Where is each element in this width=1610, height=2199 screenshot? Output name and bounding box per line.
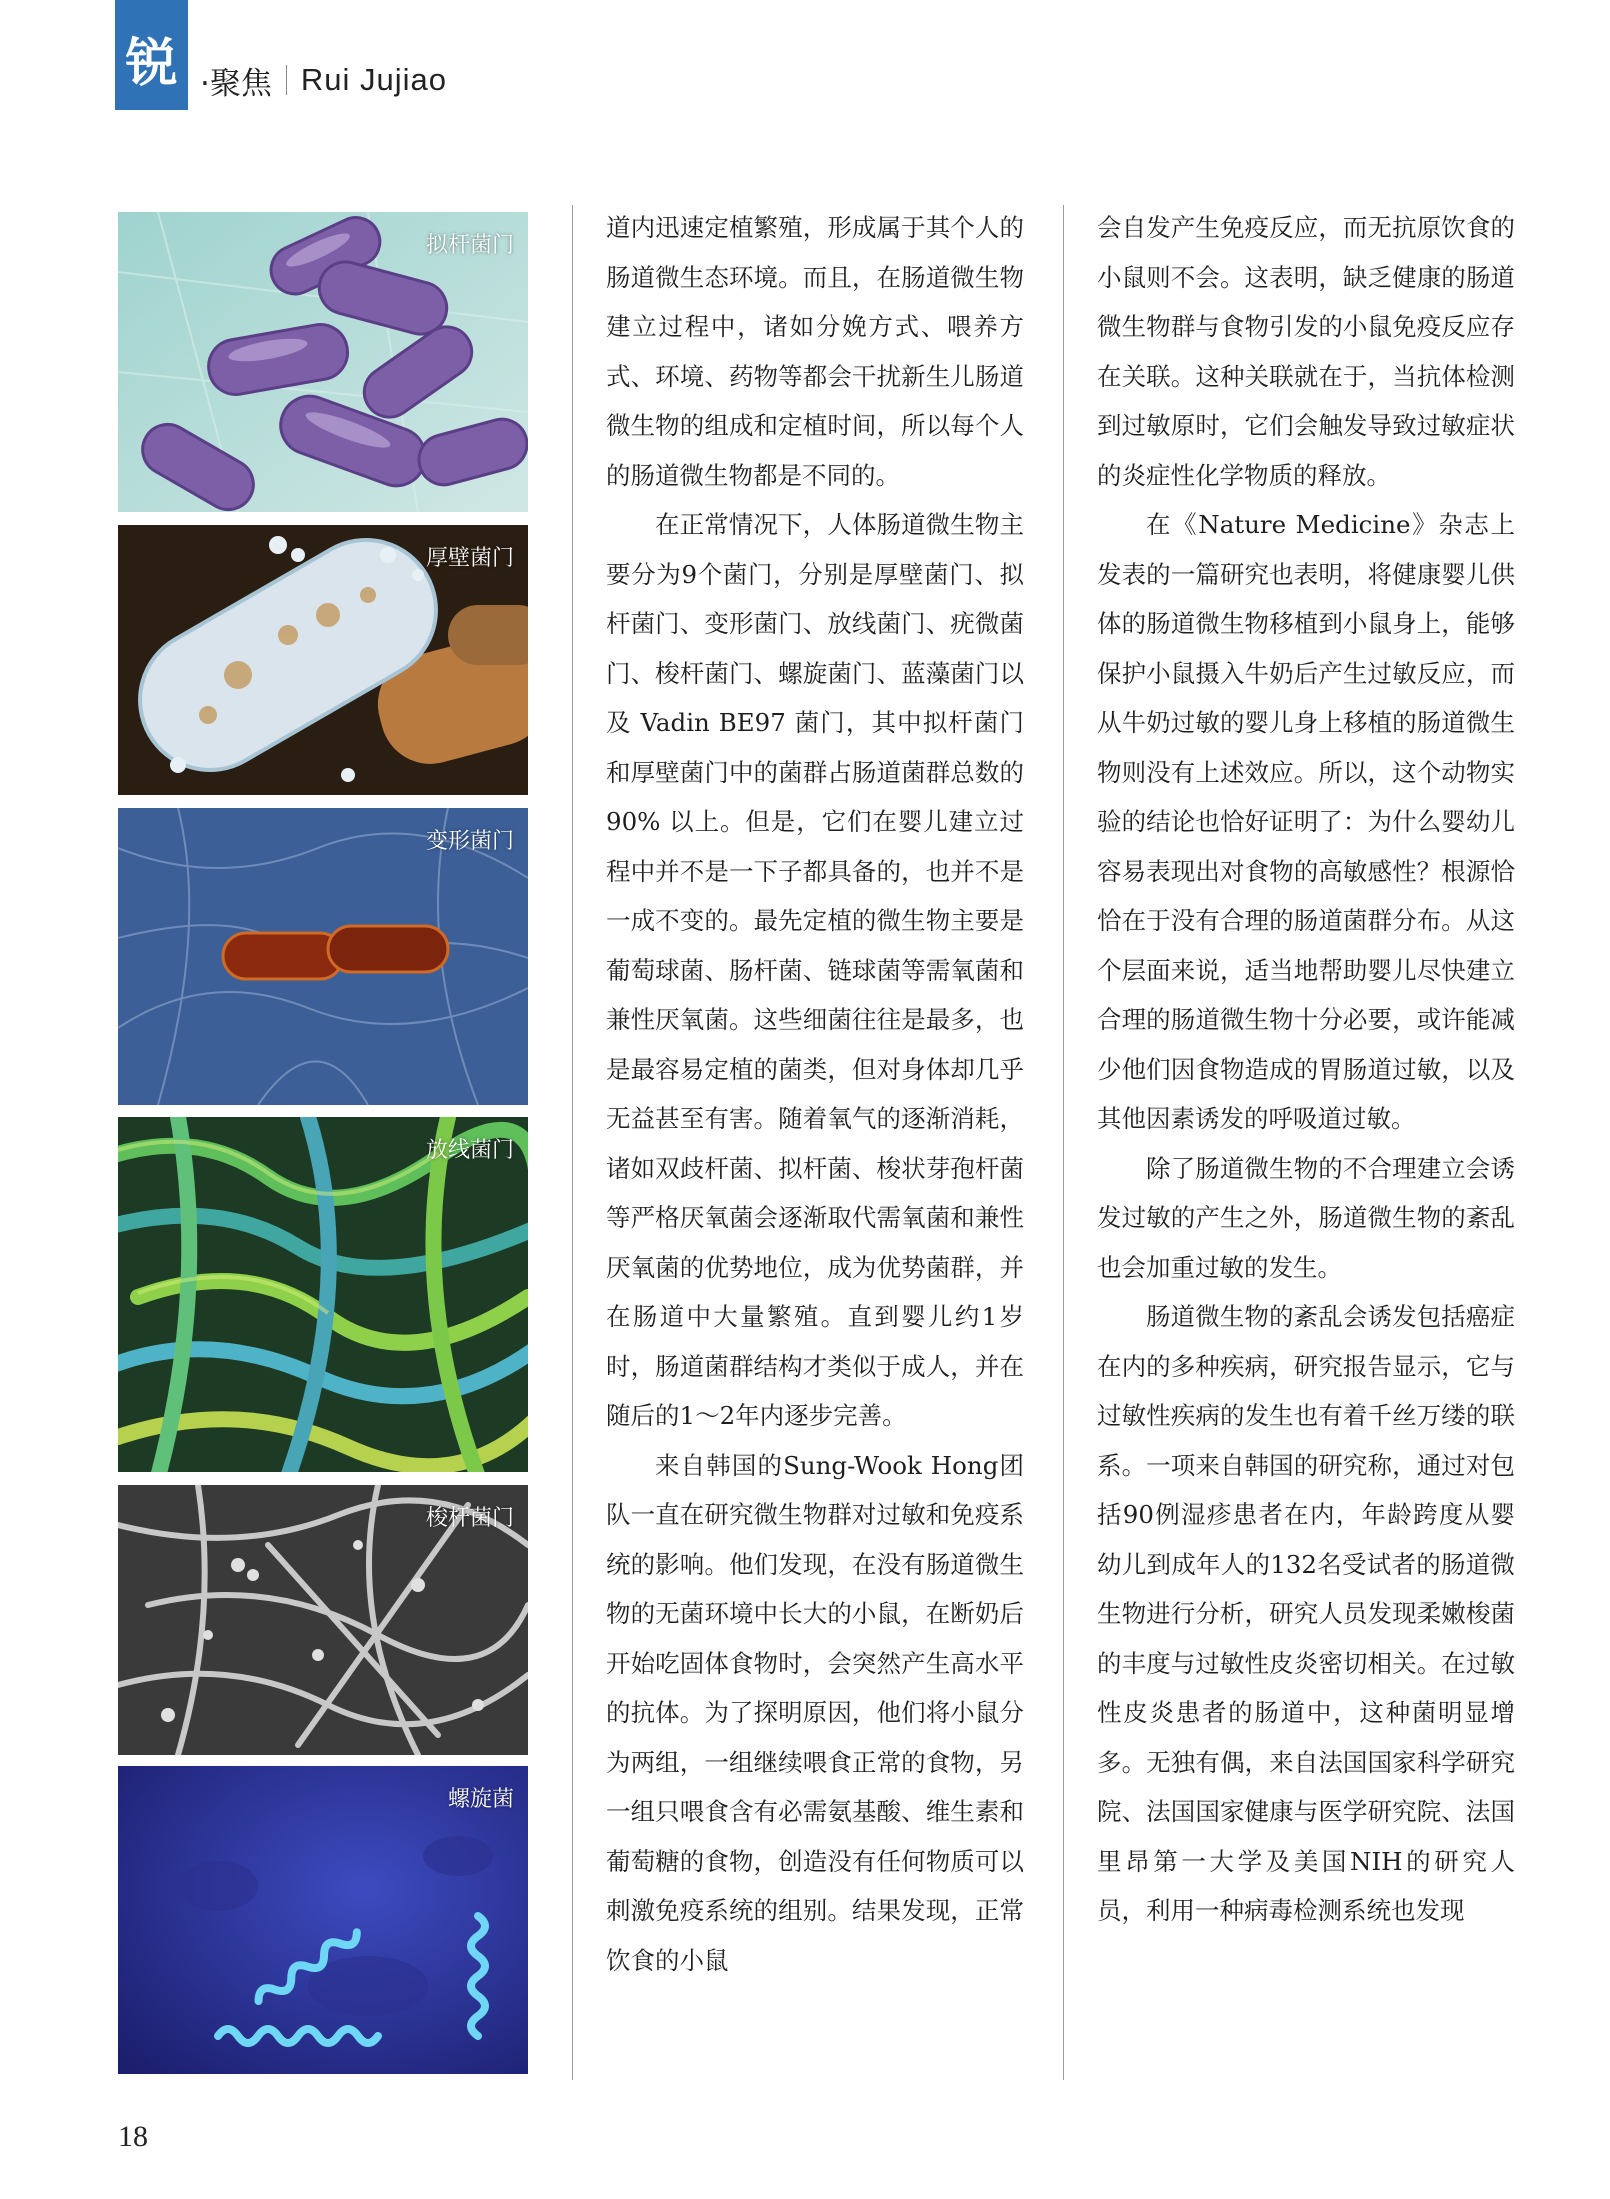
- image-caption: 变形菌门: [425, 829, 514, 854]
- spirochete-image: [118, 1766, 528, 2074]
- page-number: 18: [118, 2120, 148, 2153]
- paragraph: 道内迅速定植繁殖，形成属于其个人的肠道微生态环境。而且，在肠道微生物建立过程中，诸如分娩方式、喂养方式、环境、药物等都会干扰新生儿肠道微生物的组成和定植时间，所以每个人的肠道微生物都是不同的。: [606, 213, 1024, 490]
- fusobacteria-image: [118, 1485, 528, 1755]
- section-title-en: Rui Jujiao: [300, 62, 447, 97]
- paragraph: 来自韩国的Sung-Wook Hong团队一直在研究微生物群对过敏和免疫系统的影响。他们发现，在没有肠道微生物的无菌环境中长大的小鼠，在断奶后开始吃固体食物时，会突然产生高水平的抗体。为了探明原因，他们将小鼠分为两组，一组继续喂食正常的食物，另一组只喂食含有必需氨基酸、维生素和葡萄糖的食物，创造没有任何物质可以刺激免疫系统的组别。结果发现，正常饮食的小鼠: [606, 1450, 1024, 1975]
- section-badge: 锐: [115, 0, 188, 110]
- proteobacteria-image: [118, 808, 528, 1105]
- paragraph: 肠道微生物的紊乱会诱发包括癌症在内的多种疾病，研究报告显示，它与过敏性疾病的发生也有着千丝万缕的联系。一项来自韩国的研究称，通过对包括90例湿疹患者在内，年龄跨度从婴幼儿到成年人的132名受试者的肠道微生物进行分析，研究人员发现柔嫩梭菌的丰度与过敏性皮炎密切相关。在过敏性皮炎患者的肠道中，这种菌明显增多。无独有偶，来自法国国家科学研究院、法国国家健康与医学研究院、法国里昂第一大学及美国NIH的研究人员，利用一种病毒检测系统也发现: [1097, 1302, 1515, 1925]
- column-divider: [572, 205, 573, 2080]
- bacteroidetes-image: [118, 212, 528, 512]
- article-column-2: [1097, 203, 1515, 1936]
- image-caption: 螺旋菌: [447, 1787, 514, 1812]
- image-caption: 梭杆菌门: [425, 1506, 514, 1531]
- image-caption: 放线菌门: [425, 1138, 514, 1163]
- image-caption: 厚壁菌门: [425, 546, 514, 571]
- actinobacteria-micrograph-icon: [118, 1117, 528, 1472]
- paragraph: 在《Nature Medicine》杂志上发表的一篇研究也表明，将健康婴儿供体的肠道微生物移植到小鼠身上，能够保护小鼠摄入牛奶后产生过敏反应，而从牛奶过敏的婴儿身上移植的肠道微生物则没有上述效应。所以，这个动物实验的结论也恰好证明了：为什么婴幼儿容易表现出对食物的高敏感性？根源恰恰在于没有合理的肠道菌群分布。从这个层面来说，适当地帮助婴儿尽快建立合理的肠道微生物十分必要，或许能减少他们因食物造成的胃肠道过敏，以及其他因素诱发的呼吸道过敏。: [1097, 510, 1515, 1133]
- section-label: ·聚焦: [200, 65, 272, 102]
- paragraph: 在正常情况下，人体肠道微生物主要分为9个菌门，分别是厚壁菌门、拟杆菌门、变形菌门、放线菌门、疣微菌门、梭杆菌门、螺旋菌门、蓝藻菌门以及 Vadin BE97 菌门，其中拟杆菌门和厚壁菌门中的菌群占肠道菌群总数的 90% 以上。但是，它们在婴儿建立过程中并不是一下子都具备的，也并不是一成不变的。最先定植的微生物主要是葡萄球菌、肠杆菌、链球菌等需氧菌和兼性厌氧菌。这些细菌往往是最多，也是最容易定植的菌类，但对身体却几乎无益甚至有害。随着氧气的逐渐消耗，诸如双歧杆菌、拟杆菌、梭状芽孢杆菌等严格厌氧菌会逐渐取代需氧菌和兼性厌氧菌的优势地位，成为优势菌群，并在肠道中大量繁殖。直到婴儿约1岁时，肠道菌群结构才类似于成人，并在随后的1～2年内逐步完善。: [606, 510, 1024, 1430]
- column-divider: [1063, 205, 1064, 2080]
- image-caption: 拟杆菌门: [425, 233, 514, 258]
- section-header: [200, 58, 447, 102]
- firmicutes-image: [118, 525, 528, 795]
- header-divider: [286, 65, 287, 95]
- article-column-1: [606, 203, 1024, 1985]
- actinobacteria-image: [118, 1117, 528, 1472]
- paragraph: 会自发产生免疫反应，而无抗原饮食的小鼠则不会。这表明，缺乏健康的肠道微生物群与食物引发的小鼠免疫反应存在关联。这种关联就在于，当抗体检测到过敏原时，它们会触发导致过敏症状的炎症性化学物质的释放。: [1097, 213, 1515, 490]
- paragraph: 除了肠道微生物的不合理建立会诱发过敏的产生之外，肠道微生物的紊乱也会加重过敏的发生。: [1097, 1153, 1515, 1282]
